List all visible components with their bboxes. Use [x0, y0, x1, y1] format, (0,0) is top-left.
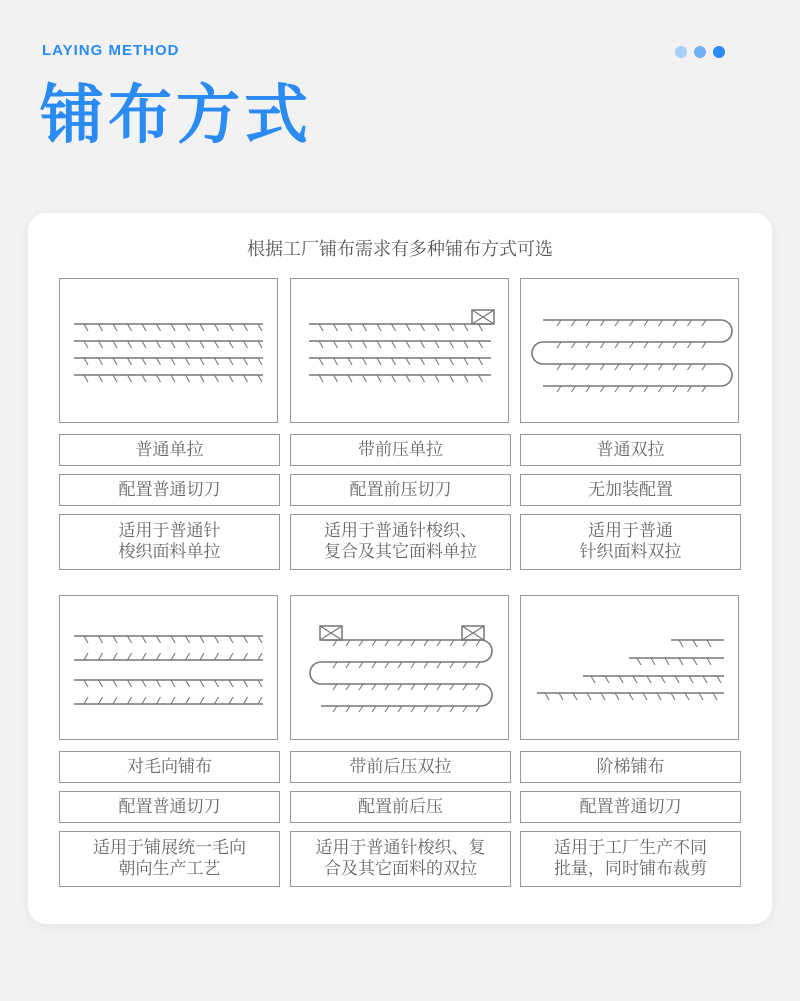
method-name: 普通双拉 — [520, 434, 741, 466]
method-name: 阶梯铺布 — [520, 751, 741, 783]
laying-methods-card — [28, 213, 772, 924]
method-name: 对毛向铺布 — [59, 751, 280, 783]
method-diagram — [290, 278, 509, 423]
method-config: 配置普通切刀 — [59, 791, 280, 823]
pager-dot — [713, 46, 725, 58]
pager-dot — [675, 46, 687, 58]
eyebrow-label: LAYING METHOD — [42, 42, 180, 59]
fabric-layer-diagram — [291, 596, 508, 739]
method-usage: 适用于铺展统一毛向 朝向生产工艺 — [59, 831, 280, 887]
method-config: 配置普通切刀 — [520, 791, 741, 823]
method-usage: 适用于普通 针织面料双拉 — [520, 514, 741, 570]
fabric-layer-diagram — [521, 279, 738, 422]
method-name: 普通单拉 — [59, 434, 280, 466]
method-usage: 适用于普通针梭织、 复合及其它面料单拉 — [290, 514, 511, 570]
method-config: 配置前后压 — [290, 791, 511, 823]
method-diagram — [290, 595, 509, 740]
fabric-layer-diagram — [521, 596, 738, 739]
fabric-layer-diagram — [60, 596, 277, 739]
method-config: 配置前压切刀 — [290, 474, 511, 506]
pager-dot — [694, 46, 706, 58]
fabric-layer-diagram — [60, 279, 277, 422]
method-name: 带前压单拉 — [290, 434, 511, 466]
method-diagram — [59, 278, 278, 423]
page-title: 铺布方式 — [40, 79, 312, 153]
method-diagram — [59, 595, 278, 740]
method-usage: 适用于普通针梭织、复 合及其它面料的双拉 — [290, 831, 511, 887]
method-name: 带前后压双拉 — [290, 751, 511, 783]
method-config: 无加装配置 — [520, 474, 741, 506]
method-diagram — [520, 595, 739, 740]
method-usage: 适用于普通针 梭织面料单拉 — [59, 514, 280, 570]
method-diagram — [520, 278, 739, 423]
fabric-layer-diagram — [291, 279, 508, 422]
method-usage: 适用于工厂生产不同 批量，同时铺布裁剪 — [520, 831, 741, 887]
card-subtitle: 根据工厂铺布需求有多种铺布方式可选 — [247, 239, 553, 260]
method-config: 配置普通切刀 — [59, 474, 280, 506]
